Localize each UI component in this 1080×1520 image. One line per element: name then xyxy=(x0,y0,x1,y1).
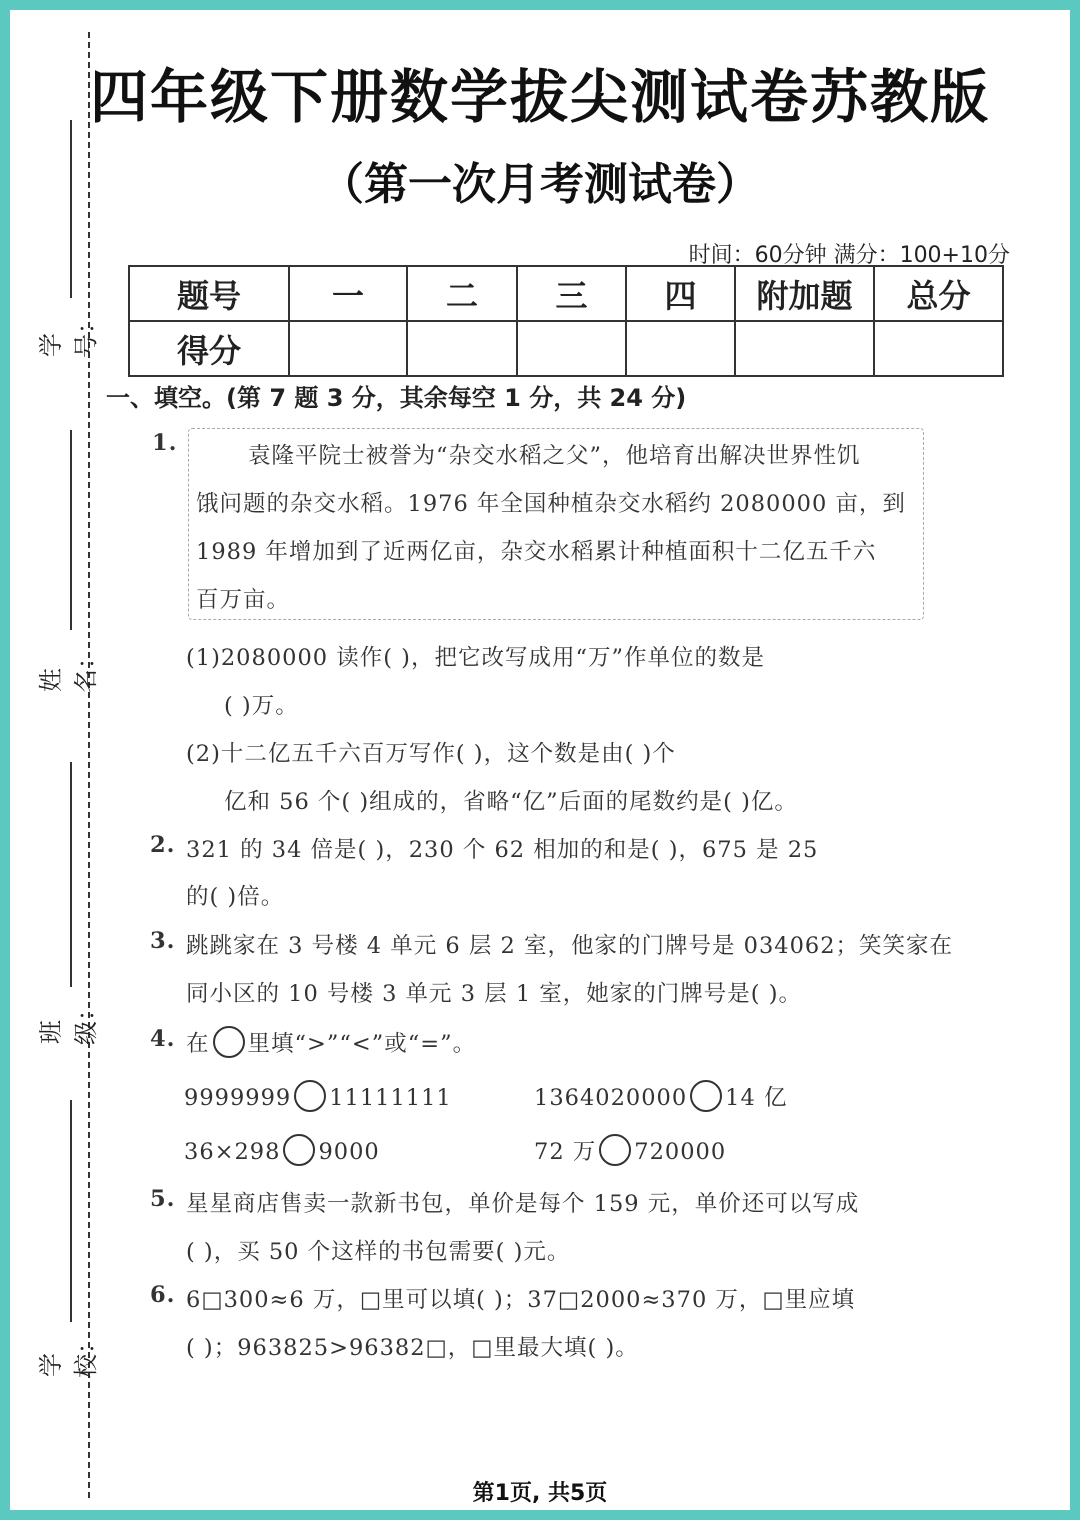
score-cell: 一 xyxy=(289,266,407,321)
score-cell: 得分 xyxy=(129,321,289,376)
compare-circle-icon[interactable] xyxy=(599,1134,631,1166)
q4-post: 里填“>”“<”或“=”。 xyxy=(247,1031,477,1057)
side-class xyxy=(30,762,100,1082)
score-table xyxy=(128,265,1004,377)
question-line: 亿和 56 个( )组成的，省略“亿”后面的尾数约是( )亿。 xyxy=(224,789,798,815)
compare-right: 14 亿 xyxy=(725,1085,788,1111)
compare-circle-icon xyxy=(213,1026,245,1058)
passage-line: 袁隆平院士被誉为“杂交水稻之父”，他培育出解决世界性饥 xyxy=(248,443,861,469)
compare-right: 720000 xyxy=(634,1139,727,1165)
question-line: 6□300≈6 万，□里可以填( )；37□2000≈370 万，□里应填 xyxy=(186,1287,856,1313)
compare-left: 36×298 xyxy=(184,1139,281,1165)
score-input-cell xyxy=(517,321,626,376)
binding-dashed-line xyxy=(88,32,90,1498)
score-input-cell xyxy=(407,321,517,376)
score-cell: 三 xyxy=(517,266,626,321)
question-number: 1. xyxy=(152,430,178,456)
side-school xyxy=(30,1100,100,1400)
compare-item xyxy=(184,1080,452,1112)
score-cell: 四 xyxy=(626,266,735,321)
question-number: 4. xyxy=(150,1026,176,1052)
compare-right: 9000 xyxy=(318,1139,380,1165)
score-cell: 总分 xyxy=(874,266,1003,321)
score-input-cell xyxy=(289,321,407,376)
compare-left: 72 万 xyxy=(534,1139,597,1165)
school-label: 学校： xyxy=(37,1330,100,1378)
compare-left: 9999999 xyxy=(184,1085,292,1111)
question-number: 3. xyxy=(150,928,176,954)
score-input-cell xyxy=(874,321,1003,376)
compare-circle-icon[interactable] xyxy=(690,1080,722,1112)
passage-line: 1989 年增加到了近两亿亩，杂交水稻累计种植面积十二亿五千六 xyxy=(196,539,877,565)
compare-circle-icon[interactable] xyxy=(283,1134,315,1166)
class-label: 班级： xyxy=(37,997,100,1045)
score-input-cell xyxy=(735,321,874,376)
score-table-score-row xyxy=(129,321,1003,376)
question-line: 的( )倍。 xyxy=(186,884,285,910)
compare-right: 11111111 xyxy=(329,1085,452,1111)
question-line: ( )，买 50 个这样的书包需要( )元。 xyxy=(186,1239,571,1265)
page-footer: 第1页, 共5页 xyxy=(472,1481,608,1506)
q4-pre: 在 xyxy=(186,1031,210,1057)
page-title: 四年级下册数学拔尖测试卷苏教版 xyxy=(89,63,990,131)
question-line xyxy=(186,1026,476,1058)
passage-line: 饿问题的杂交水稻。1976 年全国种植杂交水稻约 2080000 亩，到 xyxy=(196,491,906,517)
compare-item xyxy=(184,1134,380,1166)
score-input-cell xyxy=(626,321,735,376)
school-line xyxy=(70,1100,72,1322)
question-line: 同小区的 10 号楼 3 单元 3 层 1 室，她家的门牌号是( )。 xyxy=(186,981,803,1007)
question-number: 6. xyxy=(150,1282,176,1308)
exam-page xyxy=(10,10,1070,1510)
question-line: 星星商店售卖一款新书包，单价是每个 159 元，单价还可以写成 xyxy=(186,1191,860,1217)
passage-line: 百万亩。 xyxy=(196,587,291,613)
compare-left: 1364020000 xyxy=(534,1085,688,1111)
page-subtitle: （第一次月考测试卷） xyxy=(320,159,760,210)
question-number: 2. xyxy=(150,832,176,858)
student-no-label: 学号： xyxy=(37,310,100,358)
compare-item xyxy=(534,1134,726,1166)
class-line xyxy=(70,762,72,987)
side-name xyxy=(30,430,100,730)
question-line: (1)2080000 读作( )，把它改写成用“万”作单位的数是 xyxy=(186,645,765,671)
compare-circle-icon[interactable] xyxy=(294,1080,326,1112)
name-label: 姓名： xyxy=(37,645,100,693)
exam-meta: 时间：60分钟 满分：100+10分 xyxy=(688,243,1010,268)
compare-item xyxy=(534,1080,787,1112)
question-line: (2)十二亿五千六百万写作( )，这个数是由( )个 xyxy=(186,741,676,767)
score-cell: 二 xyxy=(407,266,517,321)
score-cell: 附加题 xyxy=(735,266,874,321)
score-table-header-row xyxy=(129,266,1003,321)
score-cell: 题号 xyxy=(129,266,289,321)
question-number: 5. xyxy=(150,1186,176,1212)
question-line: ( )；963825>96382□，□里最大填( )。 xyxy=(186,1335,639,1361)
section-heading: 一、填空。(第 7 题 3 分，其余每空 1 分，共 24 分) xyxy=(106,384,687,412)
name-line xyxy=(70,430,72,630)
question-line: 321 的 34 倍是( )，230 个 62 相加的和是( )，675 是 25 xyxy=(186,837,819,863)
question-line: ( )万。 xyxy=(224,693,299,719)
question-line: 跳跳家在 3 号楼 4 单元 6 层 2 室，他家的门牌号是 034062；笑笑家在 xyxy=(186,933,954,959)
